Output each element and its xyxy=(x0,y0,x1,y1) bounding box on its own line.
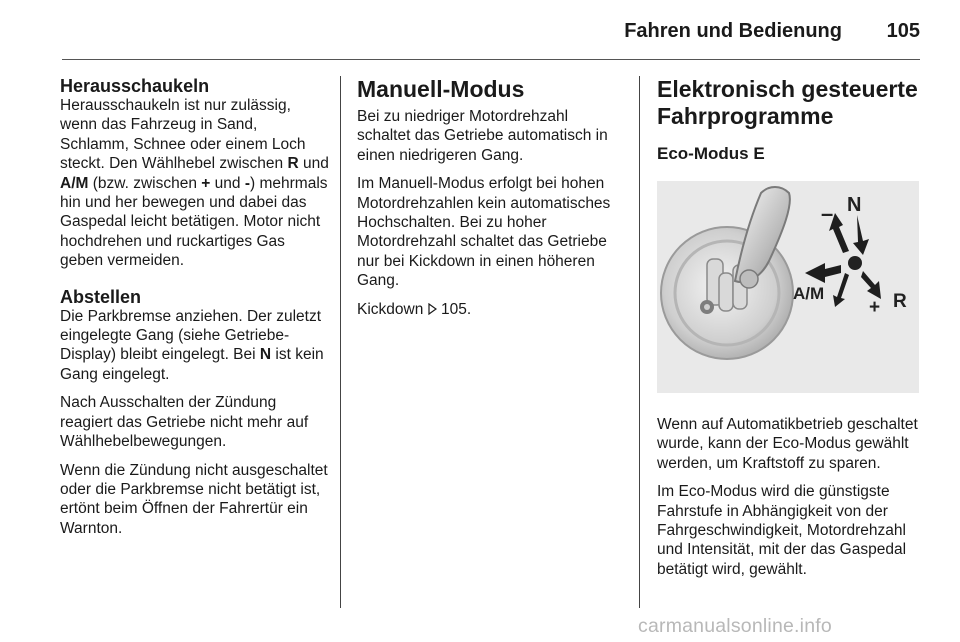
paragraph-abstellen-3: Wenn die Zündung nicht ausgeschaltet oder die Parkbremse nicht betätigt ist, ertönt beim Öffnen der Fahrertür ein Warnton. xyxy=(60,461,328,537)
text-run: und xyxy=(214,174,241,192)
text-run: ist kein Gang eingelegt. xyxy=(60,346,324,383)
column-divider-1 xyxy=(340,76,341,608)
column-3 xyxy=(657,76,919,579)
gear-selector-figure xyxy=(657,181,919,393)
heading-manuell-modus: Manuell-Modus xyxy=(357,76,525,102)
gear-minus-label: - xyxy=(244,174,251,192)
text-run: Die Parkbremse anziehen. Der zuletzt eingelegte Gang (siehe Getriebe-Display) bleibt eingelegt. Bei xyxy=(60,307,322,364)
paragraph-herausschaukeln xyxy=(60,96,330,271)
label-am: A/M xyxy=(793,284,825,303)
gear-n-label: N xyxy=(259,346,272,364)
header-title: Fahren und Bedienung xyxy=(624,20,842,42)
heading-eco-modus: Eco-Modus E xyxy=(657,144,765,163)
paragraph-kickdown xyxy=(357,300,625,320)
column-2 xyxy=(357,76,625,320)
text-run: und xyxy=(302,155,329,173)
triangle-right-outline-icon[interactable] xyxy=(428,301,437,320)
gear-am-label: A/M xyxy=(60,174,89,192)
heading-abstellen: Abstellen xyxy=(60,286,142,307)
watermark: carmanualsonline.info xyxy=(638,615,832,637)
text-run: Kickdown xyxy=(357,300,424,318)
text-run: (bzw. zwischen xyxy=(92,174,197,192)
page-reference-link[interactable]: 105. xyxy=(440,300,472,318)
paragraph-manuell-2: Im Manuell-Modus erfolgt bei hohen Motordrehzahlen kein automatisches Hochschalten. Bei zu hoher Motordrehzahl schaltet das Getriebe nur bei Kickdown in einen höheren Gang. xyxy=(357,175,611,290)
heading-herausschaukeln: Herausschaukeln xyxy=(60,76,210,96)
paragraph-abstellen-2: Nach Ausschalten der Zündung reagiert das Getriebe nicht mehr auf Wählhebelbewegungen. xyxy=(60,394,309,451)
label-r: R xyxy=(893,291,907,312)
column-divider-2 xyxy=(639,76,640,608)
gear-r-label: R xyxy=(287,155,299,173)
header-rule xyxy=(62,59,920,60)
gear-selector-illustration xyxy=(657,181,919,393)
gear-plus-label: + xyxy=(201,174,211,192)
label-minus: – xyxy=(821,201,834,226)
label-plus: + xyxy=(869,297,881,318)
text-run: Herausschaukeln ist nur zulässig, wenn das Fahrzeug in Sand, Schlamm, Schnee oder einem Loch steckt. Den Wählhebel zwischen xyxy=(60,97,306,173)
paragraph-manuell-1: Bei zu niedriger Motordrehzahl schaltet das Getriebe automatisch in einen niedrigeren Gang. xyxy=(357,108,608,164)
paragraph-eco-2: Im Eco-Modus wird die günstigste Fahrstufe in Abhängigkeit von der Fahrgeschwindigkeit, Motordrehzahl und Intensität, mit der das Gaspedal betätigt wird, gewählt. xyxy=(657,483,907,578)
paragraph-abstellen-1 xyxy=(60,307,330,385)
label-n: N xyxy=(847,194,862,216)
page-number: 105 xyxy=(886,20,920,42)
paragraph-eco-1: Wenn auf Automatikbetrieb geschaltet wurde, kann der Eco-Modus gewählt werden, um Kraftstoff zu sparen. xyxy=(657,416,918,472)
page-header xyxy=(62,20,920,50)
heading-fahrprogramme: Elektronisch gesteuerte Fahrprogramme xyxy=(657,76,918,129)
text-run: ) mehrmals hin und her bewegen und dabei das Gaspedal leicht betätigen. Motor nicht hochdrehen und ruckartiges Gas geben vermeiden. xyxy=(60,174,328,270)
column-1 xyxy=(60,76,330,538)
